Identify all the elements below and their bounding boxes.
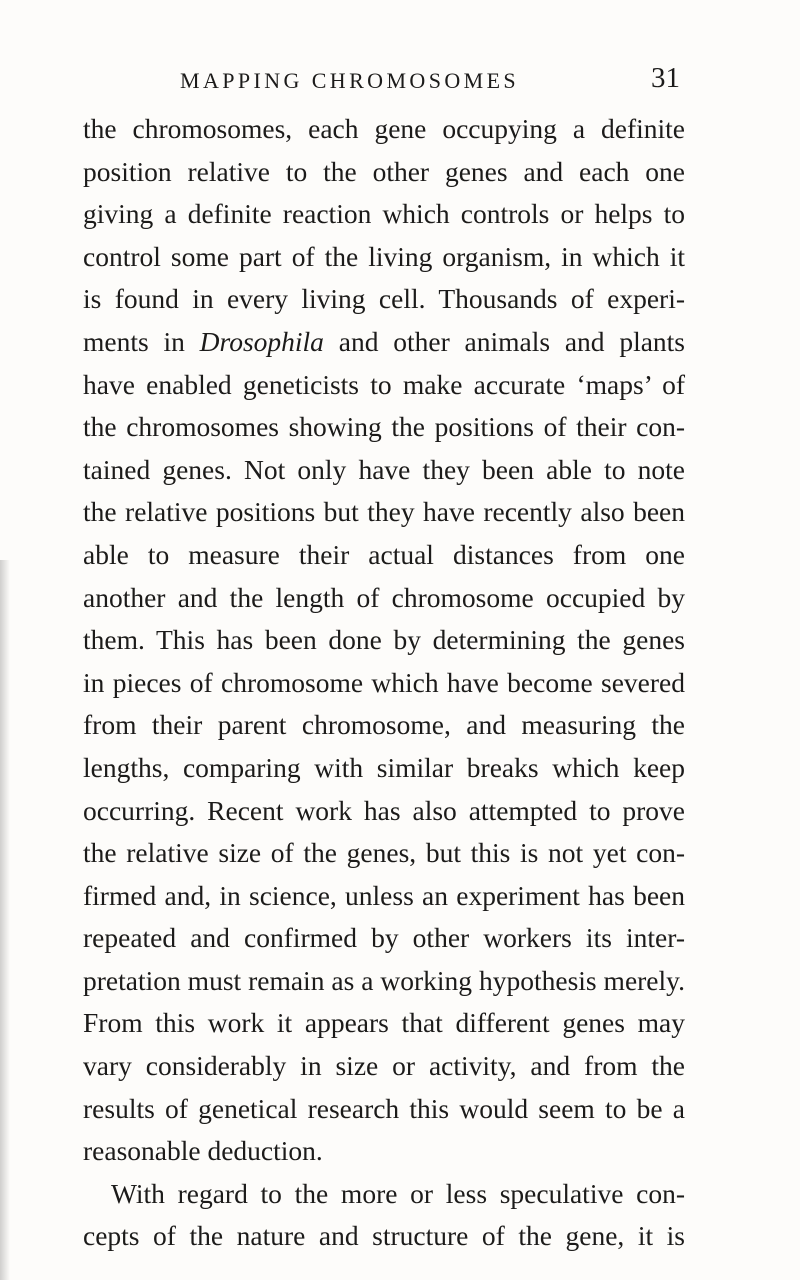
text-line: firmed and, in science, unless an experiment has been xyxy=(83,879,685,911)
text-line: tained genes. Not only have they been able to note xyxy=(83,453,685,485)
text-line: vary considerably in size or activity, and from the xyxy=(83,1050,685,1082)
text-line: the chromosomes showing the positions of their con- xyxy=(83,411,685,443)
text-line-suffix: and other animals and plants xyxy=(338,325,686,357)
running-head xyxy=(180,62,680,102)
text-line: occurring. Recent work has also attempted to prove xyxy=(83,794,685,826)
text-line: repeated and confirmed by other workers its inter- xyxy=(83,922,685,954)
text-line: them. This has been done by determining the genes xyxy=(83,624,685,656)
text-line: From this work it appears that different genes may xyxy=(83,1007,685,1039)
paragraph-end-line: reasonable deduction. xyxy=(83,1135,323,1167)
body-text xyxy=(83,108,685,1258)
text-line: have enabled geneticists to make accurate ‘maps’ of xyxy=(83,368,685,400)
text-line: from their parent chromosome, and measuring the xyxy=(83,709,685,741)
text-line: giving a definite reaction which controls or helps to xyxy=(83,198,685,230)
text-line: cepts of the nature and structure of the gene, it is xyxy=(83,1220,685,1252)
text-line-prefix: ments in xyxy=(83,325,200,357)
text-line-with-italic xyxy=(83,321,685,364)
italic-term: Drosophila xyxy=(199,325,324,357)
text-line: in pieces of chromosome which have become severed xyxy=(83,666,685,698)
text-line: control some part of the living organism, in which it xyxy=(83,240,685,272)
text-line: the relative size of the genes, but this is not yet con- xyxy=(83,837,685,869)
text-line: is found in every living cell. Thousands of experi- xyxy=(83,283,685,315)
text-line: able to measure their actual distances from one xyxy=(83,538,685,570)
page-number: 31 xyxy=(651,62,680,94)
text-line: pretation must remain as a working hypothesis merely. xyxy=(83,964,685,996)
text-line: lengths, comparing with similar breaks which keep xyxy=(83,751,685,783)
text-line: the relative positions but they have recently also been xyxy=(83,496,685,528)
paragraph-start-line: With regard to the more or less speculative con- xyxy=(111,1177,685,1209)
text-line: another and the length of chromosome occupied by xyxy=(83,581,685,613)
text-line: the chromosomes, each gene occupying a definite xyxy=(83,113,685,144)
page-edge-shadow xyxy=(0,560,10,1280)
running-title: MAPPING CHROMOSOMES xyxy=(180,68,520,93)
text-line: results of genetical research this would seem to be a xyxy=(83,1092,685,1124)
text-line: position relative to the other genes and each one xyxy=(83,155,685,187)
